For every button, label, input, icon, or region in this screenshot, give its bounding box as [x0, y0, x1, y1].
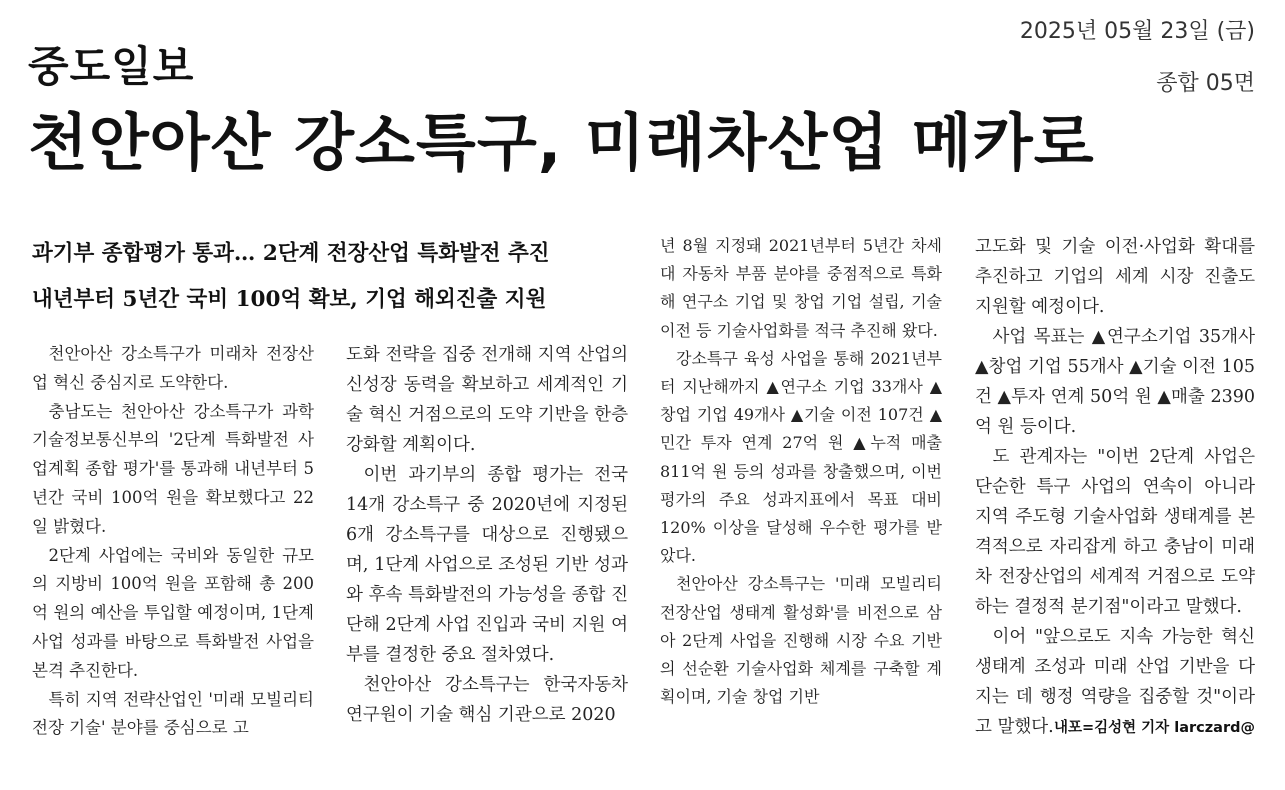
paragraph: 2단계 사업에는 국비와 동일한 규모의 지방비 100억 원을 포함해 총 200억 원의 예산을 투입할 예정이며, 1단계 사업 성과를 바탕으로 특화발전 사업을 본격 추진한다. — [32, 545, 314, 680]
paragraph: 년 8월 지정돼 2021년부터 5년간 차세대 자동차 부품 분야를 중점적으로 특화해 연구소 기업 및 창업 기업 설립, 기술 이전 등 기술사업화를 적극 추진해 왔다. — [660, 236, 942, 340]
subheadline-2: 내년부터 5년간 국비 100억 확보, 기업 해외진출 지원 — [32, 287, 547, 312]
paragraph: 천안아산 강소특구는 '미래 모빌리티 전장산업 생태계 활성화'를 비전으로 삼아 2단계 사업을 진행해 시장 수요 기반의 선순환 기술사업화 체계를 구축할 계획이며, 기술 창업 기반 — [660, 574, 942, 707]
article-headline: 천안아산 강소특구, 미래차산업 메카로 — [28, 106, 1095, 179]
paragraph: 도 관계자는 "이번 2단계 사업은 단순한 특구 사업의 연속이 아니라 지역 주도형 기술사업화 생태계를 본격적으로 자리잡게 하고 충남이 미래차 전장산업의 세계적 거점으로 도약하는 결정적 분기점"이라고 말했다. — [975, 447, 1255, 617]
paragraph: 이어 "앞으로도 지속 가능한 혁신 생태계 조성과 미래 산업 기반을 다지는 데 행정 역량을 집중할 것"이라고 말했다. — [975, 627, 1255, 737]
paragraph: 도화 전략을 집중 전개해 지역 산업의 신성장 동력을 확보하고 세계적인 기술 혁신 거점으로의 도약 기반을 한층 강화할 계획이다. — [346, 345, 628, 455]
byline: 내포=김성현 기자 larczard@ — [1053, 720, 1255, 736]
paragraph: 강소특구 육성 사업을 통해 2021년부터 지난해까지 ▲연구소 기업 33개사 ▲창업 기업 49개사 ▲기술 이전 107건 ▲민간 투자 연계 27억 원 ▲누적 매출 811억 원 등의 성과를 창출했으며, 이번 평가의 주요 성과지표에서 목표 대비 120% 이상을 달성해 우수한 평가를 받았다. — [660, 348, 942, 566]
paragraph: 고도화 및 기술 이전·사업화 확대를 추진하고 기업의 세계 시장 진출도 지원할 예정이다. — [975, 237, 1255, 317]
article-column-3 — [660, 232, 942, 711]
publication-date: 2025년 05월 23일 (금) — [1019, 19, 1255, 44]
paragraph: 이번 과기부의 종합 평가는 전국 14개 강소특구 중 2020년에 지정된 6개 강소특구를 대상으로 진행됐으며, 1단계 사업으로 조성된 기반 성과와 후속 특화발전의 가능성을 종합 진단해 2단계 사업 진입과 국비 지원 여부를 결정한 중요 절차였다. — [346, 465, 628, 665]
article-column-4 — [975, 232, 1255, 742]
section-page: 종합 05면 — [1156, 71, 1255, 96]
newspaper-logo: 중도일보 — [28, 42, 195, 91]
paragraph: 천안아산 강소특구가 미래차 전장산업 혁신 중심지로 도약한다. — [32, 344, 314, 392]
paragraph: 충남도는 천안아산 강소특구가 과학기술정보통신부의 '2단계 특화발전 사업계획 종합 평가'를 통과해 내년부터 5년간 국비 100억 원을 확보했다고 22일 밝혔다. — [32, 401, 314, 536]
paragraph: 천안아산 강소특구는 한국자동차연구원이 기술 핵심 기관으로 2020 — [346, 675, 628, 725]
article-column-1 — [32, 340, 314, 743]
paragraph: 특히 지역 전략산업인 '미래 모빌리티 전장 기술' 분야를 중심으로 고 — [32, 689, 314, 738]
paragraph: 사업 목표는 ▲연구소기업 35개사 ▲창업 기업 55개사 ▲기술 이전 105건 ▲투자 연계 50억 원 ▲매출 2390억 원 등이다. — [975, 327, 1255, 437]
article-column-2 — [346, 340, 628, 730]
subheadline-1: 과기부 종합평가 통과… 2단계 전장산업 특화발전 추진 — [32, 241, 550, 266]
